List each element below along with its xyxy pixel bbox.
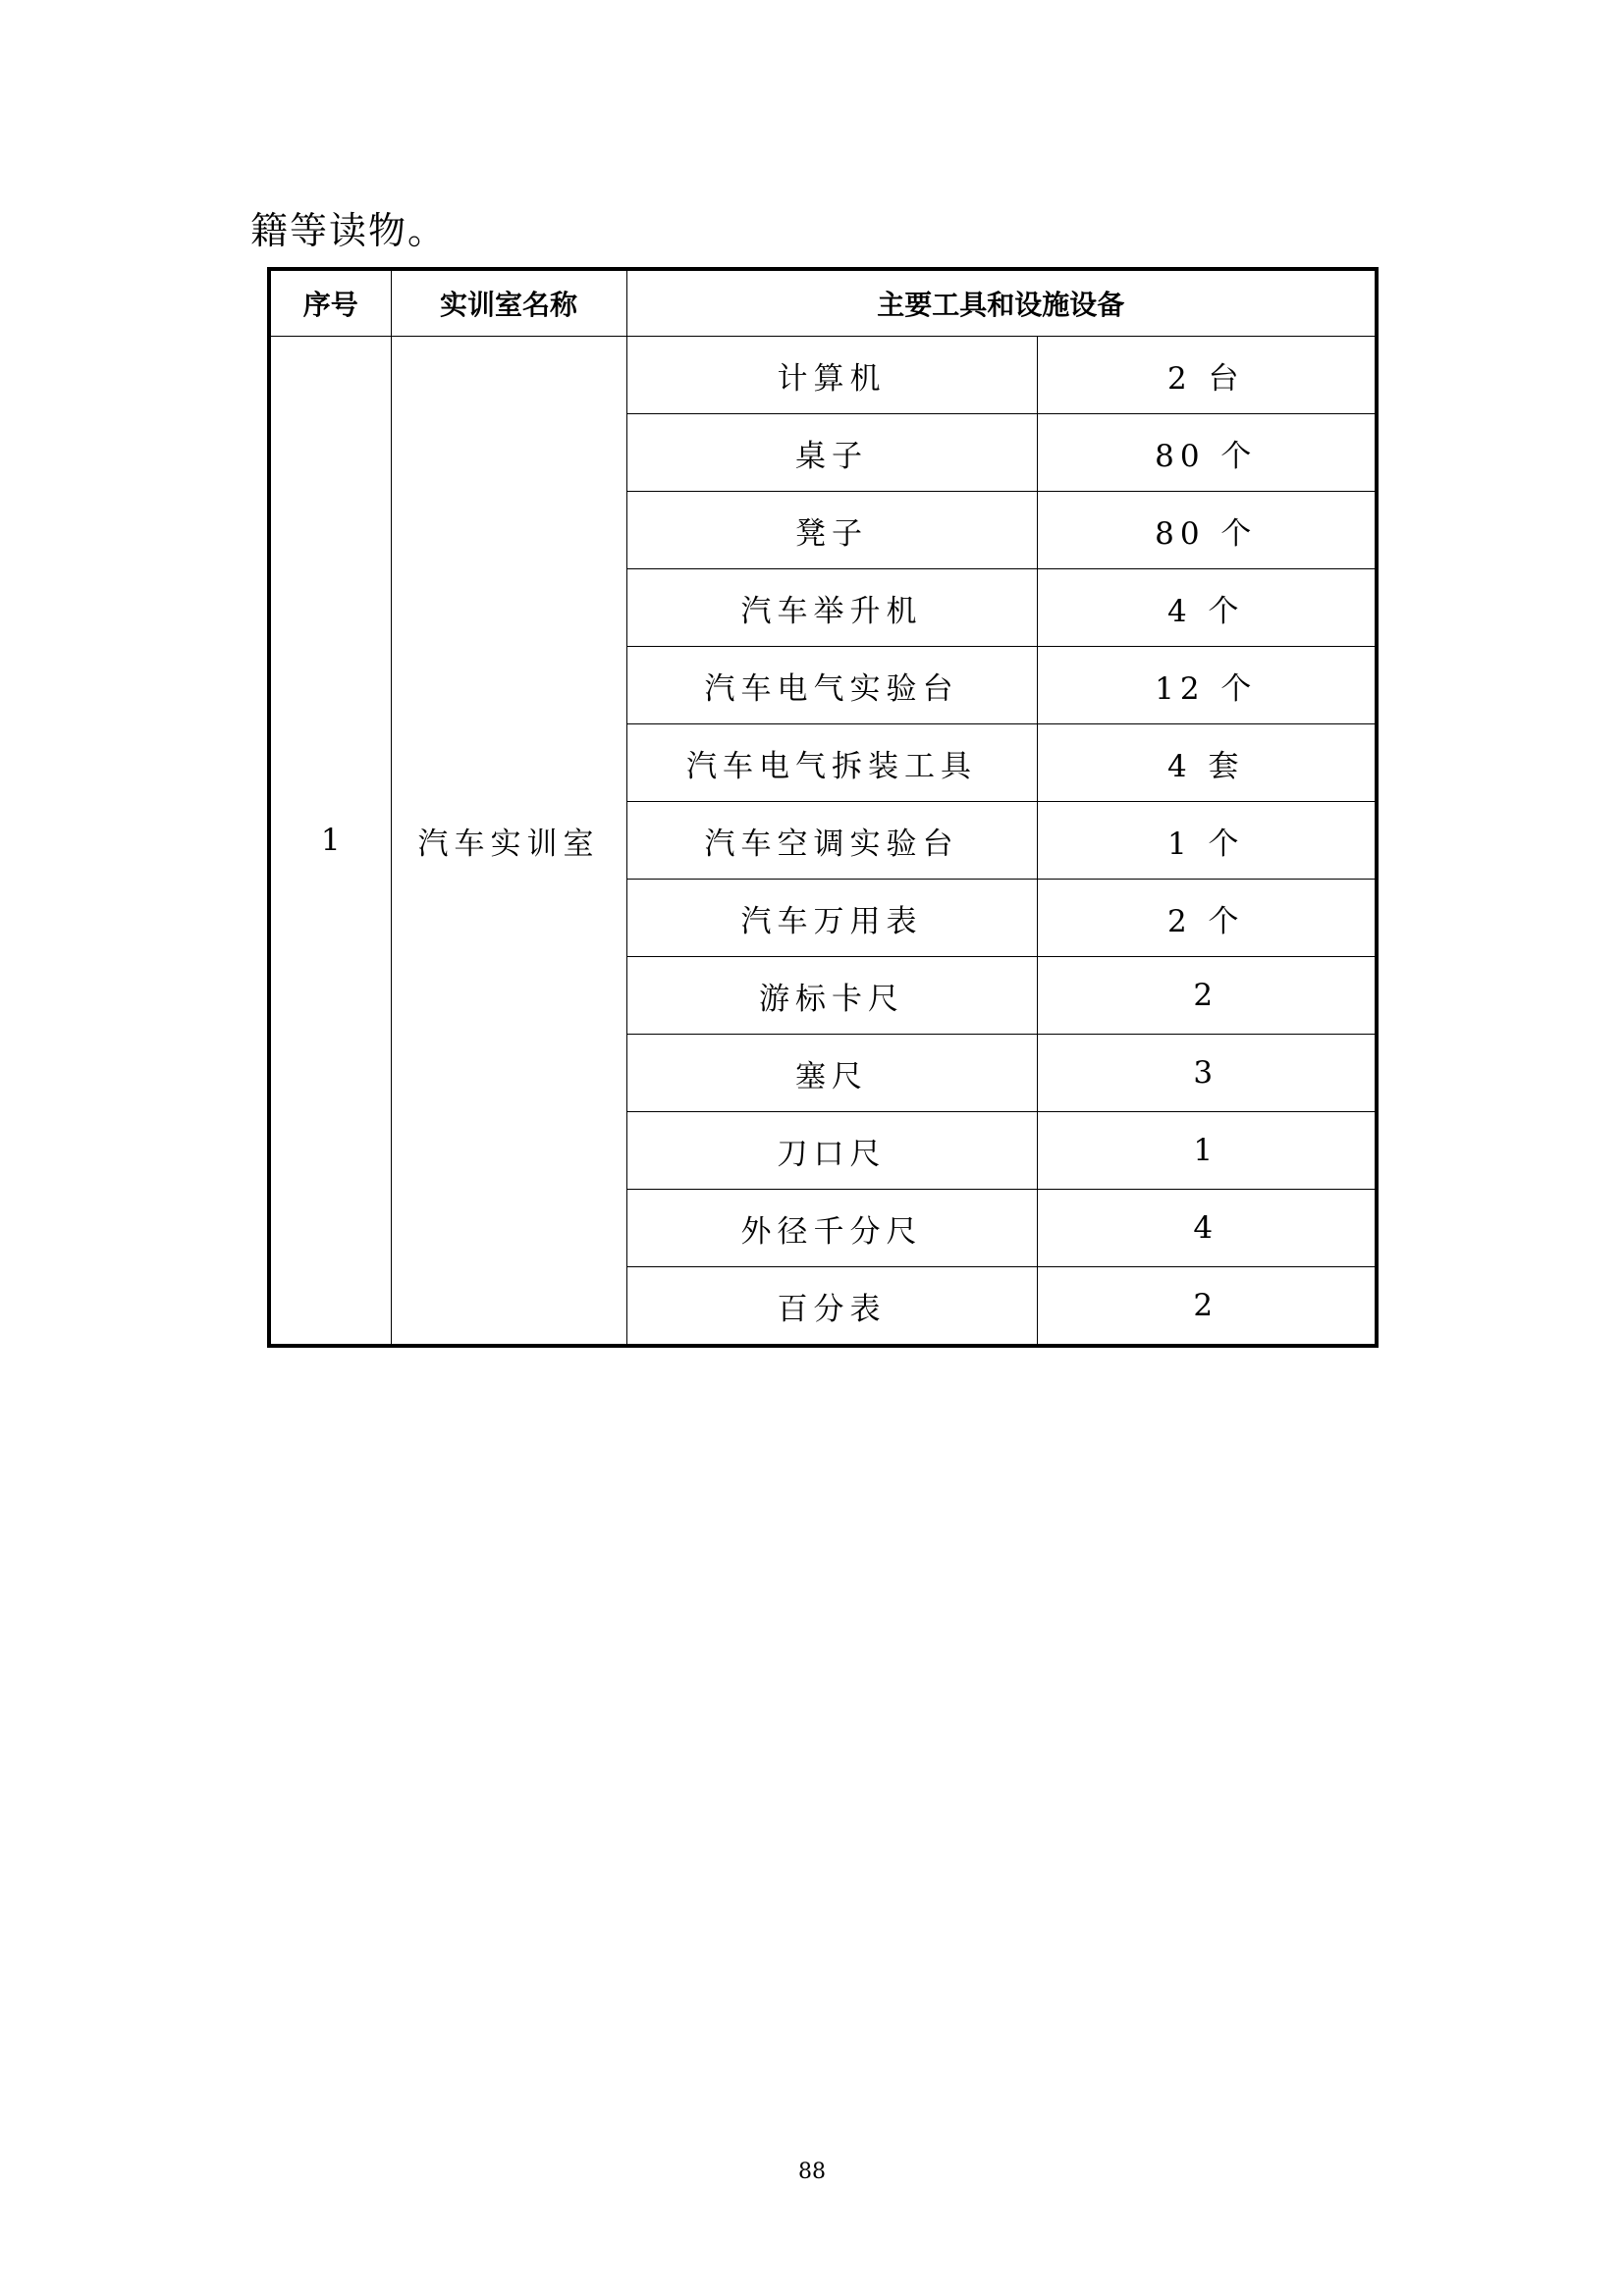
cell-index: 1 xyxy=(269,337,391,1347)
cell-item-qty: 4 套 xyxy=(1037,724,1377,802)
equipment-table xyxy=(267,267,1379,1348)
cell-item-name: 外径千分尺 xyxy=(626,1190,1037,1267)
cell-item-name: 汽车空调实验台 xyxy=(626,802,1037,880)
cell-item-name: 游标卡尺 xyxy=(626,957,1037,1035)
cell-item-qty: 2 个 xyxy=(1037,880,1377,957)
cell-item-qty: 4 xyxy=(1037,1190,1377,1267)
intro-text: 籍等读物。 xyxy=(250,209,448,252)
table-header-row xyxy=(269,269,1377,337)
cell-item-name: 计算机 xyxy=(626,337,1037,414)
header-room-name: 实训室名称 xyxy=(391,269,626,337)
cell-item-qty: 2 台 xyxy=(1037,337,1377,414)
page-number: 88 xyxy=(798,2160,826,2184)
cell-item-name: 百分表 xyxy=(626,1267,1037,1347)
cell-item-name: 刀口尺 xyxy=(626,1112,1037,1190)
cell-item-name: 汽车万用表 xyxy=(626,880,1037,957)
cell-item-qty: 12 个 xyxy=(1037,647,1377,724)
cell-item-qty: 4 个 xyxy=(1037,569,1377,647)
cell-room-name: 汽车实训室 xyxy=(391,337,626,1347)
cell-item-name: 凳子 xyxy=(626,492,1037,569)
cell-item-name: 汽车电气实验台 xyxy=(626,647,1037,724)
cell-item-qty: 1 个 xyxy=(1037,802,1377,880)
header-index: 序号 xyxy=(269,269,391,337)
cell-item-name: 桌子 xyxy=(626,414,1037,492)
cell-item-name: 汽车电气拆装工具 xyxy=(626,724,1037,802)
cell-item-qty: 2 xyxy=(1037,1267,1377,1347)
header-equipment: 主要工具和设施设备 xyxy=(626,269,1377,337)
cell-item-qty: 1 xyxy=(1037,1112,1377,1190)
cell-item-qty: 2 xyxy=(1037,957,1377,1035)
cell-item-qty: 80 个 xyxy=(1037,492,1377,569)
cell-item-name: 汽车举升机 xyxy=(626,569,1037,647)
table-row xyxy=(269,337,1377,414)
cell-item-qty: 3 xyxy=(1037,1035,1377,1112)
cell-item-qty: 80 个 xyxy=(1037,414,1377,492)
cell-item-name: 塞尺 xyxy=(626,1035,1037,1112)
